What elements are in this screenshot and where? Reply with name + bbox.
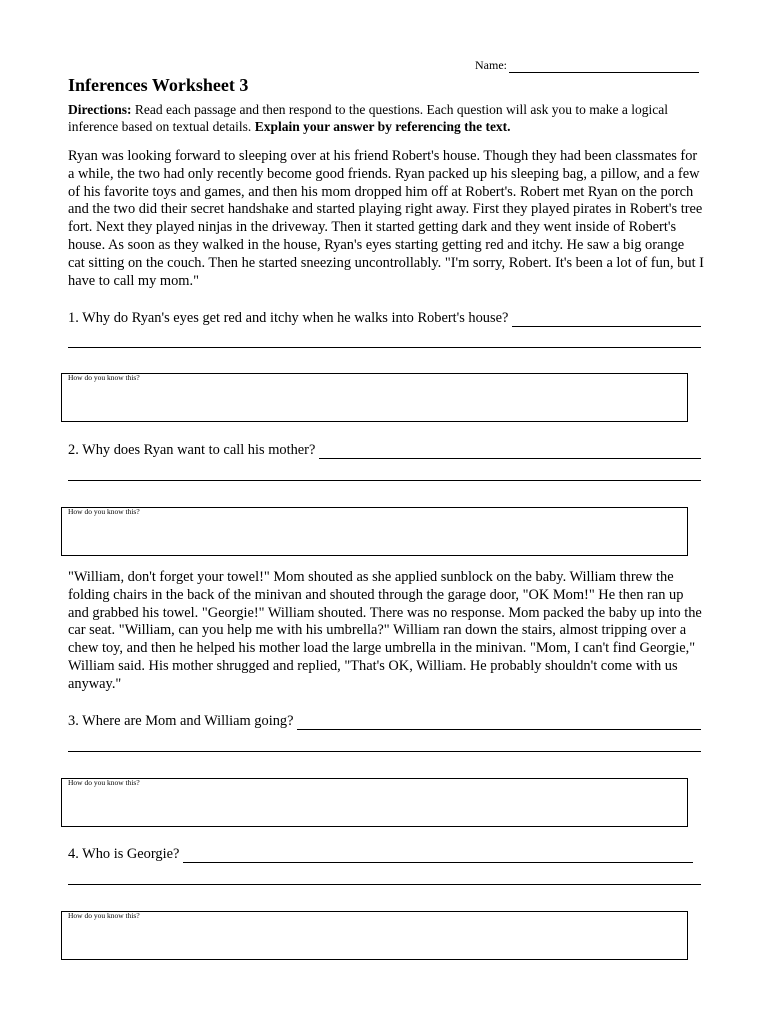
question-3-row [68,712,701,730]
question-3-box-label: How do you know this? [68,778,140,787]
name-field-row [475,57,699,73]
question-2-row [68,441,701,459]
question-2-answer-line[interactable] [319,444,701,459]
passage-1: Ryan was looking forward to sleeping over at his friend Robert's house. Though they had been classmates for a while, the two had only recently become good friends. Ryan packed up his sleeping bag, a pillow, and a few of his favorite toys and games, and then his mom dropped him off at Robert's. Robert met Ryan on the porch and the two did their secret handshake and started playing right away. First they played pirates in Robert's tree fort. Next they played ninjas in the driveway. Then it started getting dark and they went inside of Robert's house. As soon as they walked in the house, Ryan's eyes starting getting red and itchy. He saw a big orange cat sitting on the couch. Then he started sneezing uncontrollably. "I'm sorry, Robert. It's been a lot of fun, but I have to call my mom." [68,148,704,289]
question-1-answer-line-2[interactable] [68,347,701,348]
question-4-answer-line-2[interactable] [68,884,701,885]
question-4-box-label: How do you know this? [68,911,140,920]
directions-emphasis: Explain your answer by referencing the text. [254,119,511,134]
name-blank-line[interactable] [509,59,699,73]
question-3-evidence-box[interactable] [61,778,688,827]
question-1-text: 1. Why do Ryan's eyes get red and itchy when he walks into Robert's house? [68,310,509,326]
question-2-answer-line-2[interactable] [68,480,701,481]
question-4-evidence-box[interactable] [61,911,688,960]
question-3-text: 3. Where are Mom and William going? [68,713,294,729]
question-4-answer-line[interactable] [183,848,693,863]
question-1-box-label: How do you know this? [68,373,140,382]
question-3-answer-line[interactable] [297,715,701,730]
question-4-text: 4. Who is Georgie? [68,846,180,862]
question-2-box-label: How do you know this? [68,507,140,516]
question-3-answer-line-2[interactable] [68,751,701,752]
question-4-row [68,845,693,863]
directions-label: Directions: [68,102,132,117]
worksheet-title: Inferences Worksheet 3 [68,75,249,95]
question-1-answer-line[interactable] [512,312,701,327]
question-2-text: 2. Why does Ryan want to call his mother? [68,442,316,458]
directions-text: Read each passage and then respond to the questions. Each question will ask you to make a logical inference based on textual details. [68,102,668,134]
passage-2: "William, don't forget your towel!" Mom shouted as she applied sunblock on the baby. William threw the folding chairs in the back of the minivan and shouted through the garage door, "OK Mom!" He then ran up and grabbed his towel. "Georgie!" William shouted. There was no response. Mom packed the baby up into the car seat. "William, can you help me with his umbrella?" William ran down the stairs, almost tripping over a chew toy, and then he helped his mother load the large umbrella in the minivan. "Mom, I can't find Georgie," William said. His mother shrugged and replied, "That's OK, William. He probably shouldn't come with us anyway." [68,569,702,692]
directions [68,101,708,135]
name-label: Name: [475,58,507,72]
question-2-evidence-box[interactable] [61,507,688,556]
question-1-evidence-box[interactable] [61,373,688,422]
question-1-row [68,309,701,327]
